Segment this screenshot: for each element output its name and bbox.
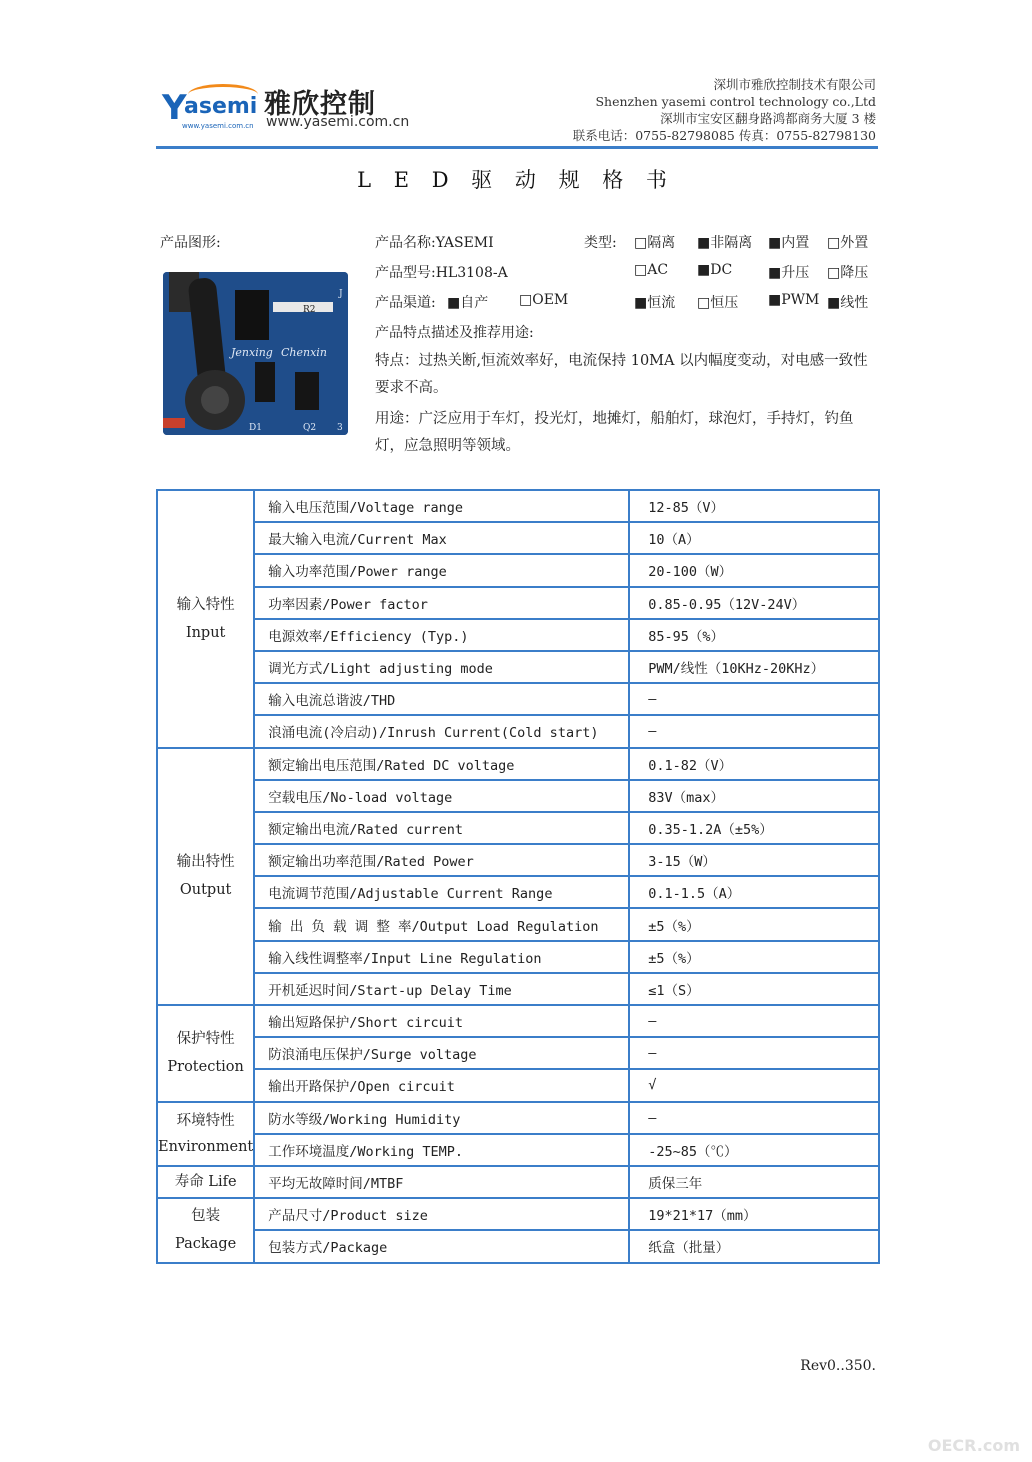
spec-item: 输入电压范围/Voltage range: [254, 490, 629, 522]
spec-item: 电源效率/Efficiency (Typ.): [254, 619, 629, 651]
category-label-cn: 环境特性: [176, 1112, 235, 1129]
spec-item: 工作环境温度/Working TEMP.: [254, 1134, 629, 1166]
company-contact: 联系电话：0755-82798085 传真：0755-82798130: [572, 128, 876, 143]
logo-small-url: www.yasemi.com.cn: [182, 122, 254, 130]
category-output: [157, 748, 254, 1006]
revision-label: Rev0..350.: [800, 1358, 876, 1374]
channel-option-self: ■自产: [447, 295, 489, 311]
category-label-cn: 输入特性: [176, 596, 235, 613]
spec-item: 开机延迟时间/Start-up Delay Time: [254, 973, 629, 1005]
pcb-label-q2: Q2: [303, 423, 317, 433]
category-label-cn: 输出特性: [176, 854, 235, 871]
pcb-label-r2: R2: [303, 305, 316, 315]
company-info: [573, 76, 876, 144]
type-non-isolated: ■非隔离: [697, 235, 753, 251]
table-row: [157, 908, 879, 940]
logo-website: www.yasemi.com.cn: [266, 114, 410, 130]
table-row: [157, 1102, 879, 1134]
spec-value: -25~85（℃）: [629, 1134, 879, 1166]
table-row: [157, 683, 879, 715]
spec-value: 20-100（W）: [629, 554, 879, 586]
spec-item: 产品尺寸/Product size: [254, 1198, 629, 1230]
logo-letter: Y: [162, 88, 186, 128]
spec-value: 3-15（W）: [629, 844, 879, 876]
company-name-cn: 深圳市雅欣控制技术有限公司: [713, 77, 876, 92]
spec-value: —: [629, 1005, 879, 1037]
table-row: [157, 941, 879, 973]
category-label-cn: 保护特性: [176, 1031, 235, 1048]
type-internal: ■内置: [768, 235, 810, 251]
type-constant-current: ■恒流: [634, 295, 676, 311]
spec-value: —: [629, 683, 879, 715]
spec-value: 0.85-0.95（12V-24V）: [629, 587, 879, 619]
table-row: [157, 748, 879, 780]
company-name-en: Shenzhen yasemi control technology co.,Ltd: [595, 94, 876, 109]
product-channel-label: 产品渠道:: [375, 295, 436, 311]
table-row: [157, 619, 879, 651]
type-linear: ■线性: [827, 295, 869, 311]
spec-value: √: [629, 1069, 879, 1101]
description-label: 产品特点描述及推荐用途:: [375, 325, 534, 341]
feature-text: 特点：过热关断,恒流效率好，电流保持 10MA 以内幅度变动，对电感一致性要求不高。: [375, 353, 868, 396]
pcb-label-3: 3: [337, 423, 343, 433]
spec-item: 输出短路保护/Short circuit: [254, 1005, 629, 1037]
spec-table: [156, 489, 880, 1264]
pcb-label-brand1: Jenxing: [231, 346, 273, 359]
spec-item: 调光方式/Light adjusting mode: [254, 651, 629, 683]
spec-value: 10（A）: [629, 522, 879, 554]
type-dc: ■DC: [697, 262, 733, 278]
table-row: [157, 490, 879, 522]
usage-text: 用途：广泛应用于车灯，投光灯，地摊灯，船舶灯，球泡灯，手持灯，钓鱼灯，应急照明等领域。: [375, 411, 854, 454]
spec-value: 纸盒（批量）: [629, 1230, 879, 1262]
spec-value: —: [629, 1102, 879, 1134]
spec-value: —: [629, 715, 879, 747]
spec-item: 平均无故障时间/MTBF: [254, 1166, 629, 1198]
spec-value: ≤1（S）: [629, 973, 879, 1005]
spec-item: 额定输出电压范围/Rated DC voltage: [254, 748, 629, 780]
spec-item: 输入功率范围/Power range: [254, 554, 629, 586]
table-row: [157, 973, 879, 1005]
spec-item: 额定输出电流/Rated current: [254, 812, 629, 844]
spec-value: 85-95（%）: [629, 619, 879, 651]
type-label: 类型:: [584, 235, 617, 251]
header-divider: [156, 146, 878, 149]
category-label-en: Output: [179, 882, 232, 899]
table-row: [157, 1134, 879, 1166]
table-row: [157, 1198, 879, 1230]
spec-item: 最大输入电流/Current Max: [254, 522, 629, 554]
spec-value: 12-85（V）: [629, 490, 879, 522]
spec-value: 0.35-1.2A（±5%）: [629, 812, 879, 844]
category-label-en: Environment: [158, 1138, 254, 1155]
pcb-label-d1: D1: [249, 423, 262, 433]
spec-value: 19*21*17（mm）: [629, 1198, 879, 1230]
category-life: 寿命 Life: [157, 1166, 254, 1198]
spec-item: 输入线性调整率/Input Line Regulation: [254, 941, 629, 973]
type-external: □外置: [827, 235, 869, 251]
table-row: [157, 1005, 879, 1037]
logo-chinese-name: 雅欣控制: [264, 89, 376, 120]
spec-value: ±5（%）: [629, 908, 879, 940]
category-protection: [157, 1005, 254, 1102]
type-constant-voltage: □恒压: [697, 295, 739, 311]
spec-value: 0.1-82（V）: [629, 748, 879, 780]
table-row: [157, 876, 879, 908]
company-logo: [160, 80, 420, 136]
table-row: [157, 1230, 879, 1262]
table-row: [157, 780, 879, 812]
product-model: 产品型号:HL3108-A: [375, 265, 508, 281]
category-label-cn: 包装: [191, 1208, 221, 1225]
document-title: L E D 驱 动 规 格 书: [357, 168, 675, 192]
category-package: [157, 1198, 254, 1262]
category-label-en: Input: [185, 624, 226, 641]
logo-wordmark: asemi: [184, 94, 258, 119]
table-row: [157, 1037, 879, 1069]
spec-value: PWM/线性（10KHz-20KHz）: [629, 651, 879, 683]
type-pwm: ■PWM: [768, 292, 820, 308]
table-row: [157, 554, 879, 586]
spec-item: 防水等级/Working Humidity: [254, 1102, 629, 1134]
watermark: OECR.com: [927, 1436, 1020, 1455]
table-row: [157, 651, 879, 683]
spec-item: 输出开路保护/Open circuit: [254, 1069, 629, 1101]
spec-value: 0.1-1.5（A）: [629, 876, 879, 908]
type-boost: ■升压: [768, 265, 810, 281]
channel-option-oem: □OEM: [519, 292, 569, 308]
product-name: 产品名称:YASEMI: [375, 235, 494, 251]
table-row: [157, 715, 879, 747]
table-row: [157, 844, 879, 876]
table-row: [157, 1069, 879, 1101]
product-photo: [163, 272, 348, 435]
spec-item: 电流调节范围/Adjustable Current Range: [254, 876, 629, 908]
spec-item: 包装方式/Package: [254, 1230, 629, 1262]
pcb-label-brand2: Chenxin: [281, 346, 327, 359]
spec-item: 输入电流总谐波/THD: [254, 683, 629, 715]
spec-item: 输 出 负 载 调 整 率/Output Load Regulation: [254, 908, 629, 940]
spec-value: 质保三年: [629, 1166, 879, 1198]
spec-item: 浪涌电流(冷启动)/Inrush Current(Cold start): [254, 715, 629, 747]
category-label-en: Package: [175, 1236, 237, 1253]
spec-item: 空载电压/No-load voltage: [254, 780, 629, 812]
company-address: 深圳市宝安区翻身路鸿都商务大厦 3 楼: [660, 111, 876, 126]
spec-item: 防浪涌电压保护/Surge voltage: [254, 1037, 629, 1069]
table-row: [157, 812, 879, 844]
type-buck: □降压: [827, 265, 869, 281]
pcb-board-image: [163, 272, 348, 435]
spec-value: —: [629, 1037, 879, 1069]
category-label-en: Protection: [167, 1059, 244, 1076]
type-isolated: □隔离: [634, 235, 676, 251]
type-ac: □AC: [634, 262, 669, 278]
spec-value: 83V（max）: [629, 780, 879, 812]
table-row: [157, 1166, 879, 1198]
table-row: [157, 587, 879, 619]
spec-item: 功率因素/Power factor: [254, 587, 629, 619]
table-row: [157, 522, 879, 554]
pcb-label-j: J: [339, 289, 343, 299]
spec-value: ±5（%）: [629, 941, 879, 973]
spec-item: 额定输出功率范围/Rated Power: [254, 844, 629, 876]
category-environment: [157, 1102, 254, 1166]
category-input: [157, 490, 254, 748]
product-image-label: 产品图形:: [160, 235, 221, 251]
